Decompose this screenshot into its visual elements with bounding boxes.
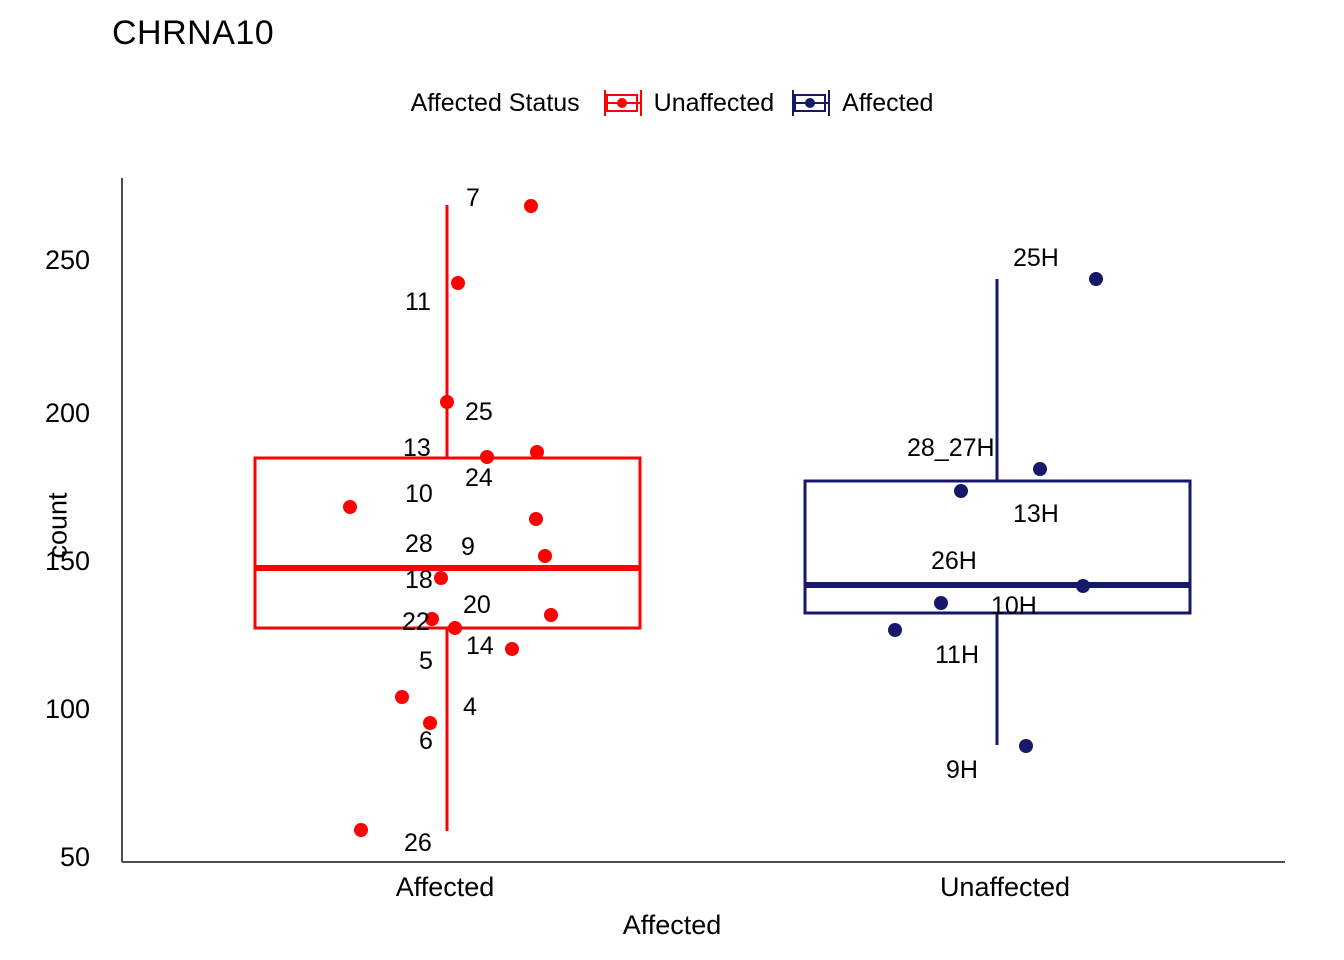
point-label: 9 [461, 533, 475, 561]
point-label: 13 [403, 434, 431, 462]
y-tick-label-50: 50 [59, 842, 90, 872]
chart-title: CHRNA10 [112, 14, 275, 52]
legend-label-affected: Affected [842, 88, 934, 117]
point-label: 26 [404, 829, 432, 857]
y-tick-label-250: 250 [44, 245, 90, 275]
box-unaffected [805, 279, 1190, 745]
point-label: 10H [991, 592, 1037, 620]
point-label: 28 [405, 530, 433, 558]
point-label: 7 [466, 184, 480, 212]
point-label: 26H [931, 547, 977, 575]
points-affected [343, 199, 558, 837]
point-label: 25 [465, 398, 493, 426]
point-label: 28_27H [907, 434, 995, 462]
point-label: 4 [463, 693, 477, 721]
y-tick-label-150: 150 [44, 546, 90, 576]
point-label: 10 [405, 480, 433, 508]
point-label: 22 [402, 608, 430, 636]
point-label: 6 [419, 727, 433, 755]
x-axis-title: Affected [622, 910, 722, 940]
point-label: 9H [946, 756, 978, 784]
y-tick-label-100: 100 [44, 694, 90, 724]
legend-title: Affected Status [410, 88, 580, 117]
point-label: 11H [935, 641, 980, 669]
point-label: 5 [419, 647, 433, 675]
point-label: 20 [463, 591, 491, 619]
x-tick-label-unaffected: Unaffected [939, 872, 1071, 902]
point-label: 14 [466, 632, 494, 660]
y-axis-title: count [42, 492, 73, 559]
x-tick-label-affected: Affected [395, 872, 495, 902]
box-affected [255, 205, 640, 831]
point-label: 18 [405, 566, 433, 594]
point-label: 13H [1013, 500, 1059, 528]
point-label: 11 [405, 288, 431, 316]
y-tick-label-200: 200 [44, 398, 90, 428]
point-label: 24 [465, 464, 493, 492]
point-label: 25H [1013, 244, 1059, 272]
legend-label-unaffected: Unaffected [653, 88, 775, 117]
